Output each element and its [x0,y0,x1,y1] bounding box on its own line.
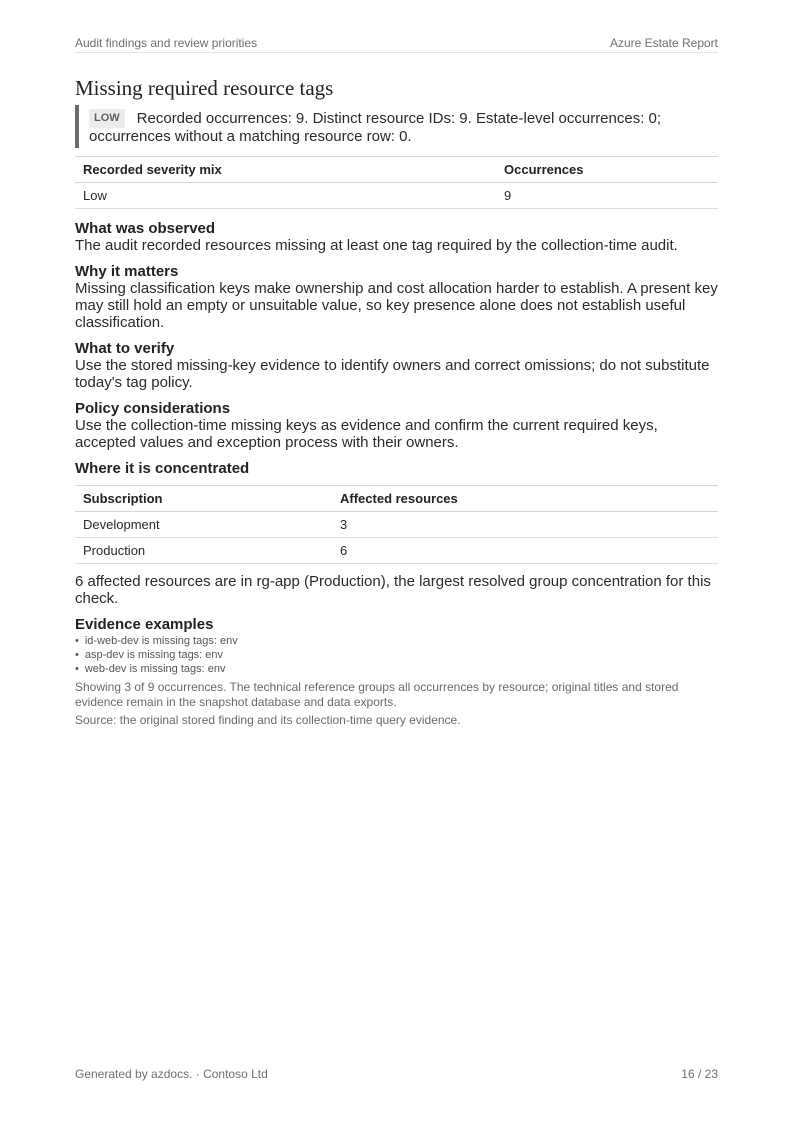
table-row [75,538,718,564]
page-content [75,75,718,728]
evidence-list [75,634,718,676]
table-cell: 6 [332,538,718,564]
header-report-title: Azure Estate Report [609,36,718,50]
finding-summary-text: Recorded occurrences: 9. Distinct resource IDs: 9. Estate-level occurrences: 0; occurrences without a matching resource row: 0. [89,110,662,145]
table-cell: 9 [496,183,718,209]
section-body: Use the collection-time missing keys as evidence and confirm the current required keys, accepted values and exception process with their owners. [75,417,658,451]
table-cell: Low [75,183,496,209]
table-row [75,183,718,209]
section-body: Use the stored missing-key evidence to identify owners and correct omissions; do not substitute today's tag policy. [75,357,710,391]
table-cell: Development [75,512,332,538]
table-row [75,512,718,538]
header-section-title: Audit findings and review priorities [75,36,258,50]
column-header: Occurrences [496,157,718,183]
section-body: The audit recorded resources missing at least one tag required by the collection-time audit. [75,237,678,254]
section-heading: Evidence examples [75,616,214,633]
section-heading: Why it matters [75,263,179,280]
section-heading: What to verify [75,340,175,357]
section-evidence [75,616,718,633]
severity-badge: LOW [89,109,125,128]
section-heading: Where it is concentrated [75,460,250,477]
page-number: 16 / 23 [681,1067,718,1081]
column-header: Recorded severity mix [75,157,496,183]
column-header: Affected resources [332,486,718,512]
evidence-source-note: Source: the original stored finding and its collection-time query evidence. [75,713,461,727]
column-header: Subscription [75,486,332,512]
severity-mix-table [75,156,718,209]
section-body: Missing classification keys make ownership and cost allocation harder to establish. A present key may still hold an empty or unsuitable value, so key presence alone does not establish useful classification. [75,280,718,331]
section-concentration [75,460,718,477]
table-cell: 3 [332,512,718,538]
section-why-it-matters [75,263,718,331]
table-cell: Production [75,538,332,564]
list-item: • id-web-dev is missing tags: env [75,634,718,648]
section-policy-considerations [75,400,718,451]
list-item: • asp-dev is missing tags: env [75,648,718,662]
section-observed [75,220,718,254]
footer-generator: Generated by azdocs. · Contoso Ltd [75,1067,268,1081]
table-header-row [75,157,718,183]
concentration-table [75,485,718,564]
finding-summary-callout [75,105,718,148]
section-heading: Policy considerations [75,400,231,417]
concentration-note: 6 affected resources are in rg-app (Production), the largest resolved group concentration for this check. [75,573,711,607]
evidence-showing-note: Showing 3 of 9 occurrences. The technical reference groups all occurrences by resource; original titles and stored evidence remain in the snapshot database and data exports. [75,680,679,709]
section-heading: What was observed [75,220,216,237]
list-item: • web-dev is missing tags: env [75,662,718,676]
page-header [75,35,718,53]
finding-title: Missing required resource tags [75,76,334,100]
table-header-row [75,486,718,512]
section-what-to-verify [75,340,718,391]
